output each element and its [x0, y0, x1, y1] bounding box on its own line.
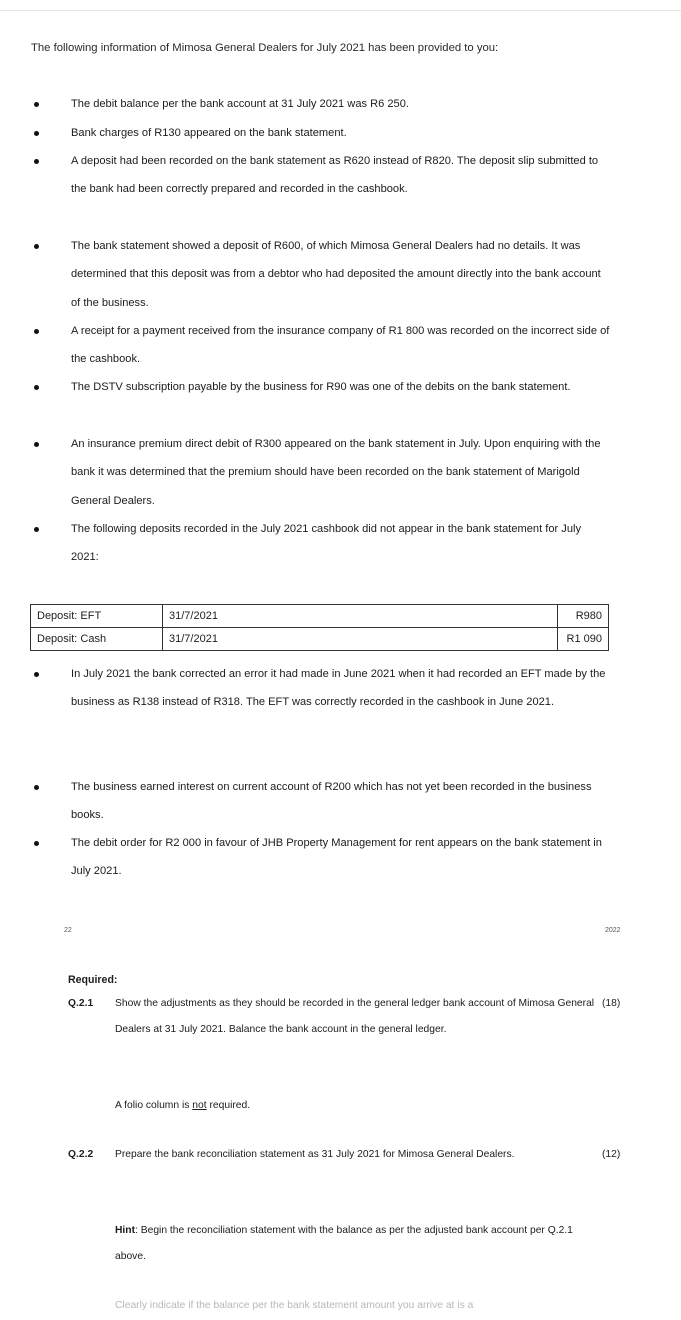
deposit-date: 31/7/2021 [163, 605, 558, 628]
table-row [31, 605, 609, 628]
folio-note-underlined: not [192, 1100, 207, 1111]
list-item: A receipt for a payment received from the insurance company of R1 800 was recorded on the incorrect side of the cashbook. [71, 325, 610, 366]
faded-text: Clearly indicate if the balance per the bank statement amount you arrive at is a [115, 1300, 474, 1311]
list-item: The DSTV subscription payable by the business for R90 was one of the debits on the bank statement. [71, 381, 571, 393]
folio-note [115, 1093, 597, 1119]
question-number: Q.2.2 [68, 1149, 94, 1160]
list-item: The bank statement showed a deposit of R600, of which Mimosa General Dealers had no details. It was determined that this deposit was from a debtor who had deposited the amount directly into the bank account of the business. [71, 240, 601, 309]
bullet-icon [34, 442, 39, 447]
bullet-icon [34, 131, 39, 136]
folio-note-suffix: required. [206, 1100, 251, 1111]
bullet-icon [34, 385, 39, 390]
hint-body: : Begin the reconciliation statement with the balance as per the adjusted bank account per Q.2.1 above. [115, 1225, 573, 1262]
question-marks: (12) [602, 1149, 621, 1160]
list-item: Bank charges of R130 appeared on the bank statement. [71, 127, 347, 139]
hint-label: Hint [115, 1225, 136, 1236]
question-text: Prepare the bank reconciliation statement as 31 July 2021 for Mimosa General Dealers. [115, 1149, 515, 1160]
bullet-icon [34, 841, 39, 846]
page-fragment-left: 22 [64, 927, 72, 934]
folio-note-prefix: A folio column is [115, 1100, 193, 1111]
required-heading: Required: [68, 974, 118, 986]
list-item: In July 2021 the bank corrected an error it had made in June 2021 when it had recorded an EFT made by the business as R138 instead of R318. The EFT was correctly recorded in the cashbook in June 2021. [71, 668, 606, 709]
top-divider [0, 10, 681, 11]
list-item: A deposit had been recorded on the bank statement as R620 instead of R820. The deposit slip submitted to the bank had been correctly prepared and recorded in the cashbook. [71, 155, 599, 196]
bullet-icon [34, 244, 39, 249]
deposits-table [30, 604, 609, 651]
page-fragment-right: 2022 [605, 927, 621, 934]
bullet-icon [34, 785, 39, 790]
table-row [31, 628, 609, 651]
deposit-amount: R1 090 [558, 628, 609, 651]
question-number: Q.2.1 [68, 998, 94, 1009]
bullet-icon [34, 527, 39, 532]
deposit-amount: R980 [558, 605, 609, 628]
bullet-icon [34, 329, 39, 334]
deposit-date: 31/7/2021 [163, 628, 558, 651]
deposit-type: Deposit: EFT [31, 605, 163, 628]
list-item: The business earned interest on current account of R200 which has not yet been recorded in the business books. [71, 781, 592, 822]
question-marks: (18) [602, 998, 621, 1009]
list-item: The debit balance per the bank account at 31 July 2021 was R6 250. [71, 98, 409, 110]
bullet-icon [34, 159, 39, 164]
hint-text [115, 1218, 597, 1270]
list-item: An insurance premium direct debit of R300 appeared on the bank statement in July. Upon enquiring with the bank it was determined that the premium should have been recorded on the bank statement of Marigold General Dealers. [71, 438, 601, 507]
list-item: The following deposits recorded in the July 2021 cashbook did not appear in the bank statement for July 2021: [71, 523, 582, 564]
bullet-icon [34, 672, 39, 677]
bullet-icon [34, 102, 39, 107]
question-text: Show the adjustments as they should be recorded in the general ledger bank account of Mimosa General Dealers at 31 July 2021. Balance the bank account in the general ledger. [115, 998, 595, 1035]
intro-text: The following information of Mimosa General Dealers for July 2021 has been provided to you: [31, 42, 499, 54]
list-item: The debit order for R2 000 in favour of JHB Property Management for rent appears on the bank statement in July 2021. [71, 837, 602, 878]
deposit-type: Deposit: Cash [31, 628, 163, 651]
